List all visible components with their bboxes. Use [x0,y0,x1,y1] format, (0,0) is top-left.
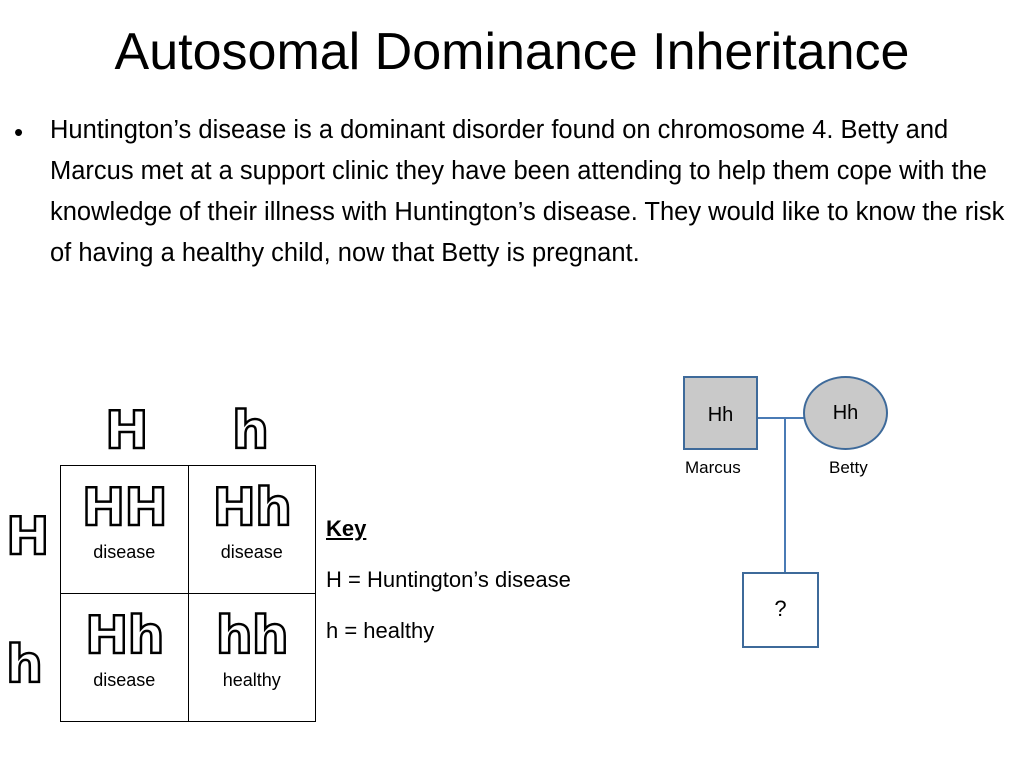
bullet-dot-icon: • [14,117,24,147]
pedigree-mother-name: Betty [829,458,868,477]
punnett-cell [188,466,316,594]
pedigree-child-square: ? [742,572,819,648]
key-line-dominant: H = Huntington’s disease [326,567,571,592]
punnett-cell [61,466,189,594]
cell-genotype: hh [215,606,288,666]
pedigree-mother-circle: Hh [803,376,888,450]
punnett-square [60,465,316,722]
cell-genotype: Hh [212,478,292,538]
descent-line [784,417,786,573]
punnett-side-allele-1: H [6,507,49,567]
cell-label: disease [220,542,283,562]
punnett-side-allele-2: h [6,635,43,695]
cell-label: disease [93,670,156,690]
cell-label: disease [93,542,156,562]
cell-genotype: HH [81,478,167,538]
pedigree-father-name: Marcus [685,458,741,477]
punnett-top-allele-2: h [232,401,269,461]
slide-title: Autosomal Dominance Inheritance [114,23,910,81]
key-line-recessive: h = healthy [326,618,435,643]
punnett-cell [188,594,316,722]
marriage-line [758,417,804,419]
key-title: Key [326,516,367,541]
cell-label: healthy [222,670,281,690]
pedigree-father-square: Hh [683,376,758,450]
punnett-cell [61,594,189,722]
punnett-top-allele-1: H [105,401,148,461]
bullet-text: Huntington’s disease is a dominant disorder found on chromosome 4. Betty and Marcus met at a support clinic they have been attending to help them cope with the knowledge of their illness with Huntington’s disease. They would like to know the risk of having a healthy child, now that Betty is pregnant. [50,116,1005,267]
cell-genotype: Hh [84,606,164,666]
key-legend [326,503,571,656]
